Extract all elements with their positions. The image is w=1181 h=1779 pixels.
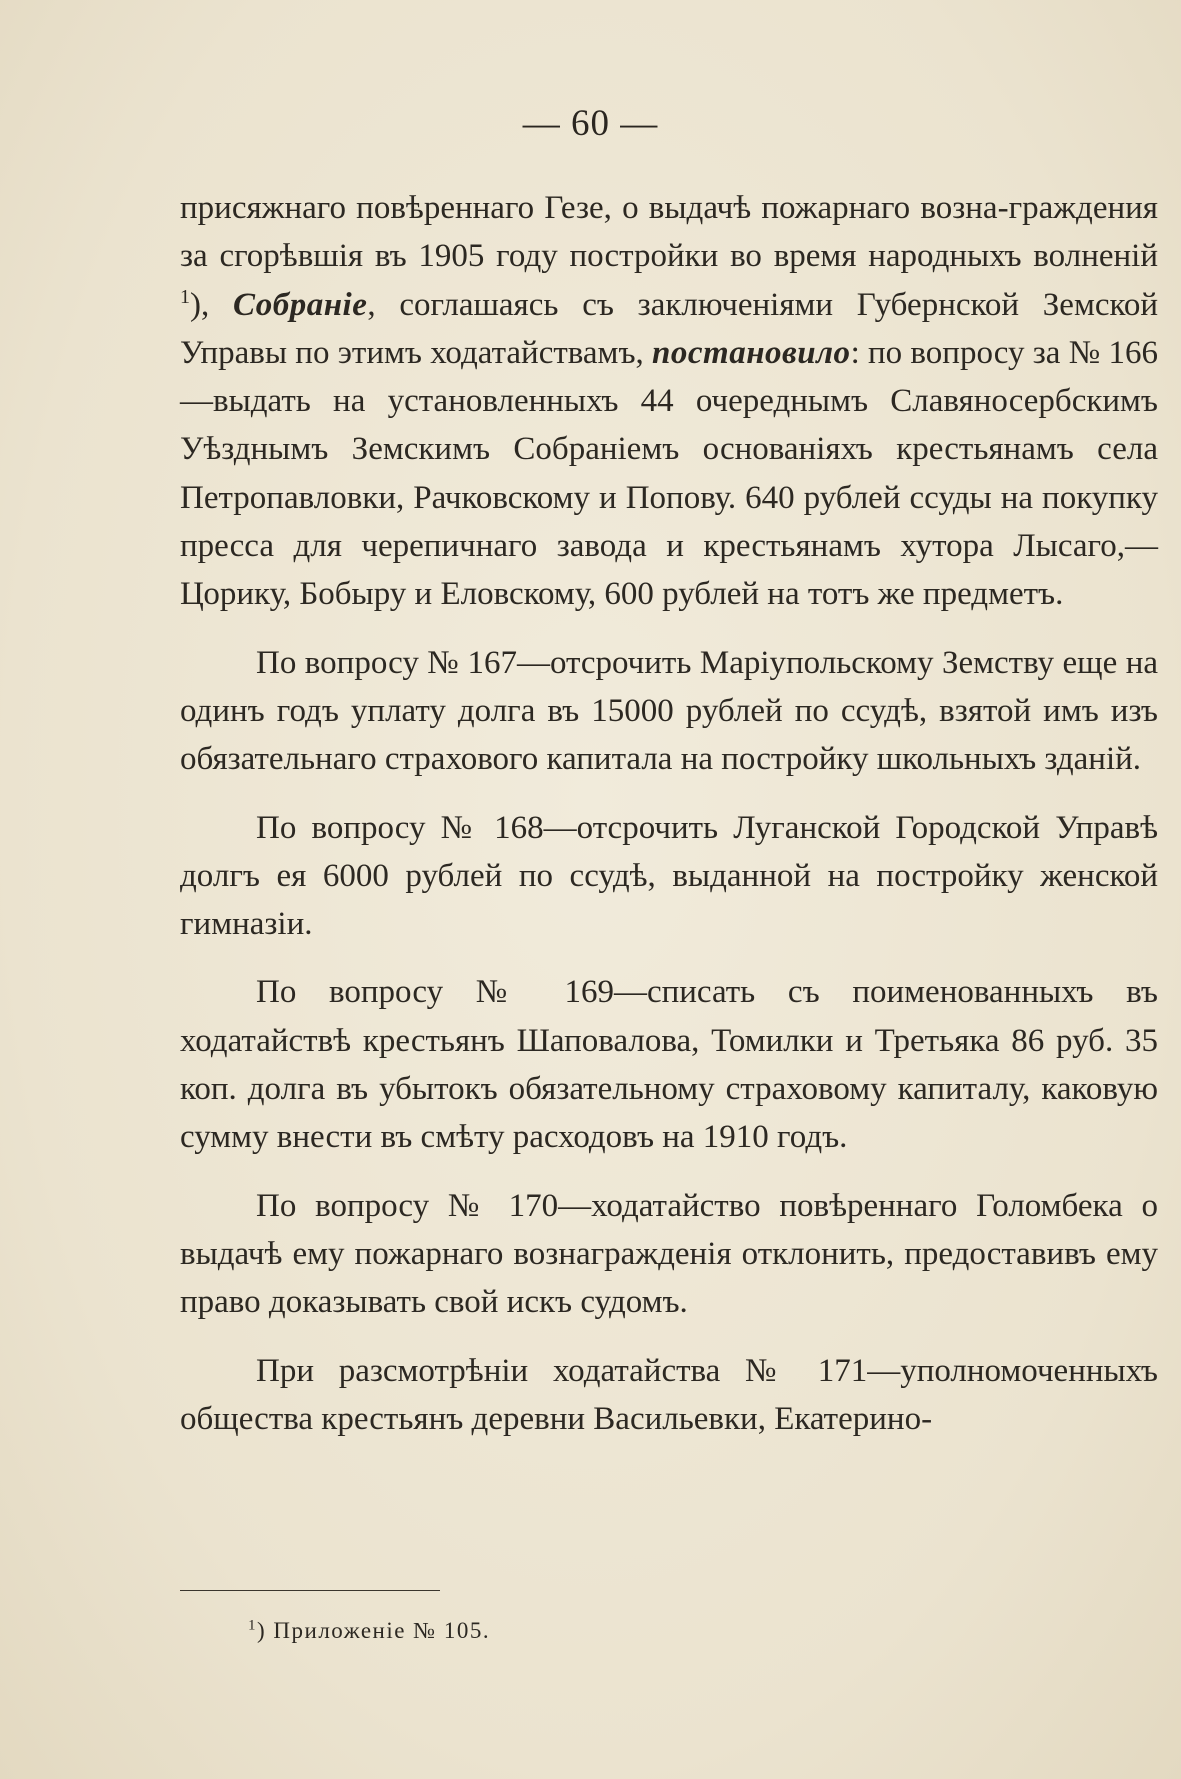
footnote-marker: 1 xyxy=(248,1617,257,1634)
paragraph-168: По вопросу № 168—отсрочить Луганской Городской Управѣ долгъ ея 6000 рублей по ссудѣ, выданной на постройку женской гимназіи. xyxy=(180,809,1158,943)
paragraph-171: При разсмотрѣніи ходатайства № 171—уполномоченныхъ общества крестьянъ деревни Васильевки, Екатерино- xyxy=(180,1352,1158,1437)
paragraph-170: По вопросу № 170—ходатайство повѣреннаго Голомбека о выдачѣ ему пожарнаго вознагражденія отклонить, предоставивъ ему право доказывать свой искъ судомъ. xyxy=(180,1187,1158,1321)
text-body xyxy=(180,184,1158,1463)
footnote-text: ) Приложеніе № 105. xyxy=(257,1618,491,1643)
footnote-divider xyxy=(180,1590,440,1591)
paragraph-1-text-a: присяжнаго повѣреннаго Гезе, о выдачѣ пожарнаго возна-граждения за сгорѣвшія въ 1905 году постройки во время народныхъ волненій xyxy=(180,190,1158,275)
footnote xyxy=(248,1618,490,1644)
paragraph-1-text-b: ), xyxy=(190,286,234,323)
emphasis-postanovilo: постановило xyxy=(652,334,851,371)
paragraph-1 xyxy=(180,184,1158,619)
emphasis-sobranie: Собраніе xyxy=(233,286,368,323)
page-number: — 60 — xyxy=(522,103,659,144)
paragraph-1-text-c: , соглашаясь съ заключеніями Губернской Земской Управы по этимъ ходатайствамъ, xyxy=(180,286,1159,371)
paragraph-169: По вопросу № 169—списать съ поименованныхъ въ ходатайствѣ крестьянъ Шаповалова, Томилки и Третьяка 86 руб. 35 коп. долга въ убытокъ обязательному страховому капиталу, каковую сумму внести въ смѣту расходовъ на 1910 годъ. xyxy=(180,974,1158,1156)
footnote-ref[interactable]: 1 xyxy=(180,285,190,308)
paragraph-1-text-d: : по вопросу за № 166—выдать на установленныхъ 44 очереднымъ Славяносербскимъ Уѣзднымъ Земскимъ Собраніемъ основаніяхъ крестьянамъ села Петропавловки, Рачковскому и Попову. 640 рублей ссуды на покупку пресса для черепичнаго завода и крестьянамъ хутора Лысаго,— Цорику, Бобыру и Еловскому, 600 рублей на тотъ же предметъ. xyxy=(180,334,1158,613)
paragraph-167: По вопросу № 167—отсрочить Маріупольскому Земству еще на одинъ годъ уплату долга въ 15000 рублей по ссудѣ, взятой имъ изъ обязательнаго страхового капитала на постройку школьныхъ зданій. xyxy=(180,644,1158,778)
